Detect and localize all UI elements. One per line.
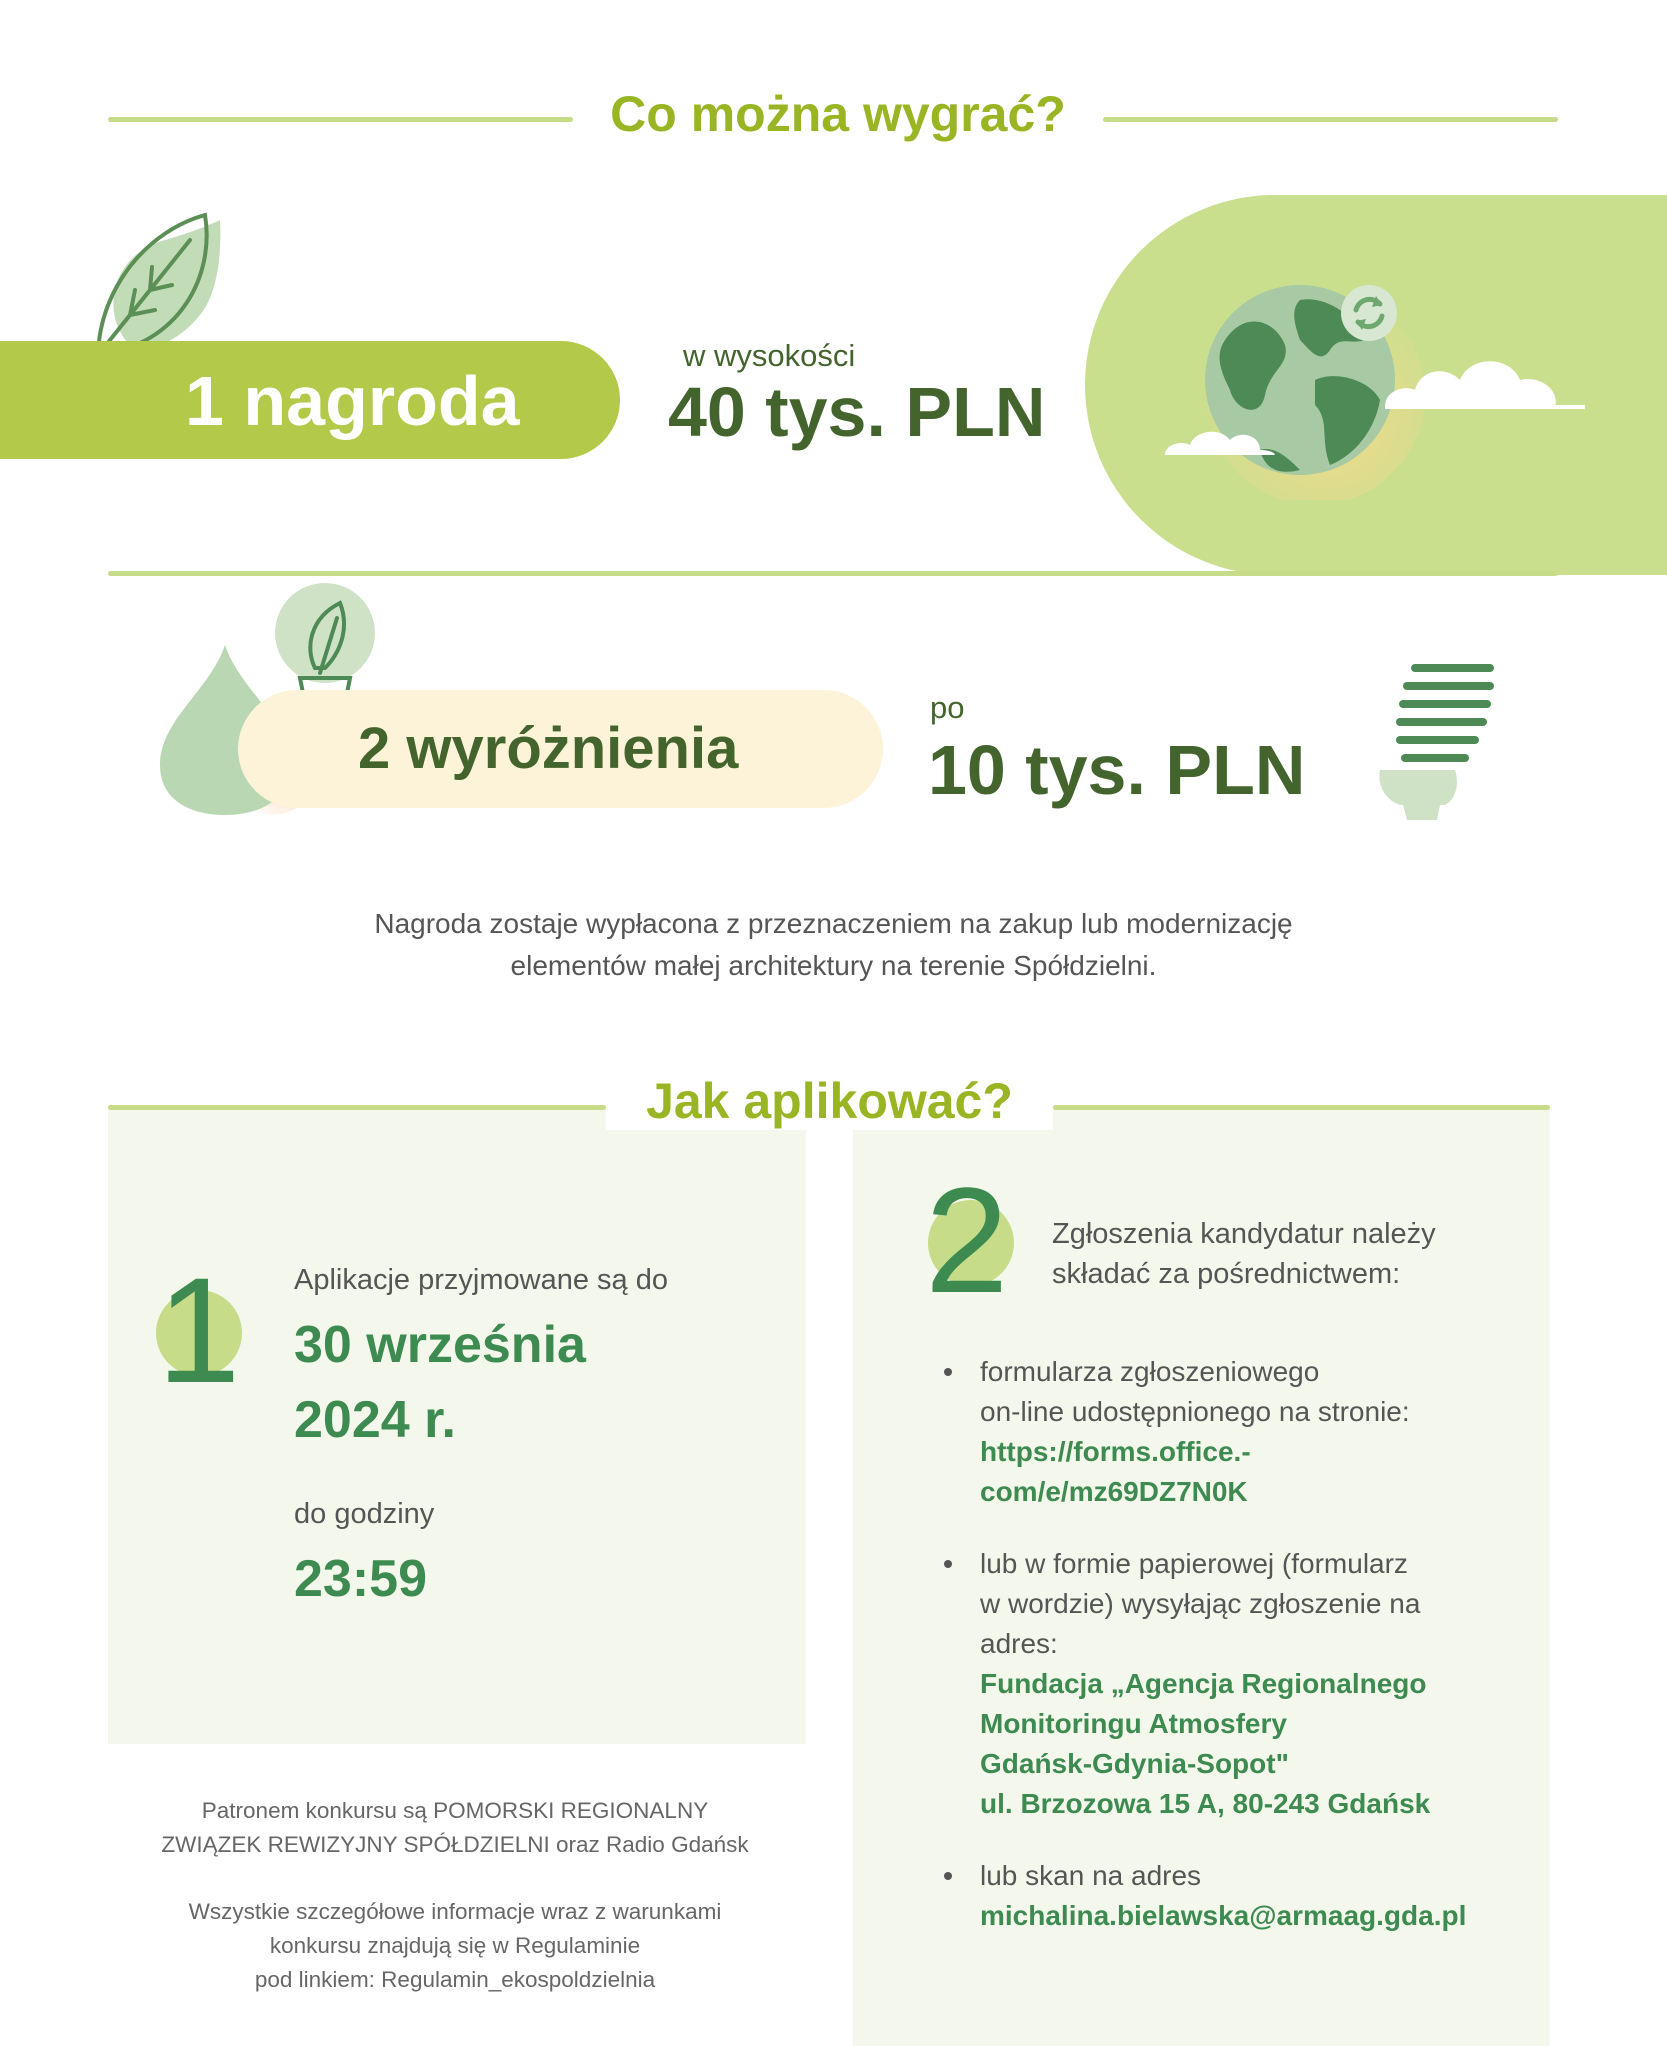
step1-number: 1 (157, 1246, 241, 1414)
bullet3-line1: lub skan na adres (980, 1860, 1202, 1891)
info-line1: Wszystkie szczegółowe informacje wraz z warunkami (188, 1899, 722, 1924)
first-prize-pill (0, 341, 620, 459)
list-item-paper-form (938, 1544, 1558, 1824)
info-line3[interactable]: pod linkiem: Regulamin_ekospoldzielnia (254, 1967, 656, 1992)
address-line4: ul. Brzozowa 15 A, 80-243 Gdańsk (980, 1788, 1431, 1819)
divider-line (108, 571, 1558, 576)
second-prize-label: 2 wyróżnienia (358, 716, 739, 781)
step1-time: 23:59 (294, 1550, 427, 1608)
prize-description-line-2: elementów małej architektury na terenie Spółdzielni. (510, 950, 1157, 981)
bullet1-line2: on-line udostępnionego na stronie: (980, 1396, 1410, 1427)
bullet2-line3: adres: (980, 1628, 1058, 1659)
step2-intro-line2: składać za pośrednictwem: (1052, 1258, 1401, 1290)
info-line2: konkursu znajdują się w Regulaminie (269, 1933, 641, 1958)
apply-title-line-left (108, 1105, 606, 1110)
apply-title-line-right (1053, 1105, 1550, 1110)
step1-panel (108, 1107, 806, 1744)
step2-number: 2 (925, 1156, 1009, 1324)
first-prize-label: 1 nagroda (185, 362, 520, 440)
first-prize-prefix: w wysokości (683, 338, 856, 373)
bullet1-line1: formularza zgłoszeniowego (980, 1356, 1320, 1387)
info-note (110, 1895, 800, 1997)
second-prize-amount: 10 tys. PLN (928, 731, 1306, 809)
second-prize-prefix: po (930, 690, 965, 725)
list-item-online-form (938, 1352, 1558, 1512)
step1-time-label: do godziny (294, 1498, 435, 1530)
recycle-icon (1338, 282, 1400, 344)
prize-description (200, 903, 1467, 987)
list-item-email-scan (938, 1856, 1558, 1936)
first-prize-amount: 40 tys. PLN (668, 373, 1046, 451)
step2-intro-line1: Zgłoszenia kandydatur należy (1052, 1218, 1436, 1250)
address-line1: Fundacja „Agencja Regionalnego (980, 1668, 1427, 1699)
patron-line2: ZWIĄZEK REWIZYJNY SPÓŁDZIELNI oraz Radio Gdańsk (161, 1832, 749, 1857)
eco-bulb-icon (1375, 660, 1500, 835)
address-line3: Gdańsk-Gdynia-Sopot" (980, 1748, 1289, 1779)
email-link[interactable]: michalina.bielawska@armaag.gda.pl (980, 1900, 1467, 1931)
form-link-line1[interactable]: https://forms.office.- (980, 1436, 1251, 1467)
step1-date-line1: 30 września (294, 1316, 586, 1374)
prize-description-line-1: Nagroda zostaje wypłacona z przeznaczeniem na zakup lub modernizację (374, 908, 1293, 939)
second-prize-pill (238, 690, 883, 808)
step2-intro (1052, 1214, 1436, 1294)
bullet2-line1: lub w formie papierowej (formularz (980, 1548, 1408, 1579)
patron-note (110, 1794, 800, 1862)
title-line-right (1103, 117, 1558, 122)
bullet2-line2: w wordzie) wysyłając zgłoszenie na (980, 1588, 1421, 1619)
cloud-icon (1375, 345, 1585, 415)
form-link-line2[interactable]: com/e/mz69DZ7N0K (980, 1476, 1248, 1507)
apply-title: Jak aplikować? (606, 1072, 1053, 1130)
address-line2: Monitoringu Atmosfery (980, 1708, 1287, 1739)
patron-line1: Patronem konkursu są POMORSKI REGIONALNY (201, 1798, 709, 1823)
application-methods-list (938, 1352, 1558, 1968)
step1-date-line2: 2024 r. (294, 1391, 456, 1449)
step1-intro: Aplikacje przyjmowane są do (294, 1264, 668, 1296)
title-line-left (108, 117, 573, 122)
prizes-title: Co można wygrać? (610, 86, 1066, 142)
cloud-icon-left (1160, 415, 1280, 460)
